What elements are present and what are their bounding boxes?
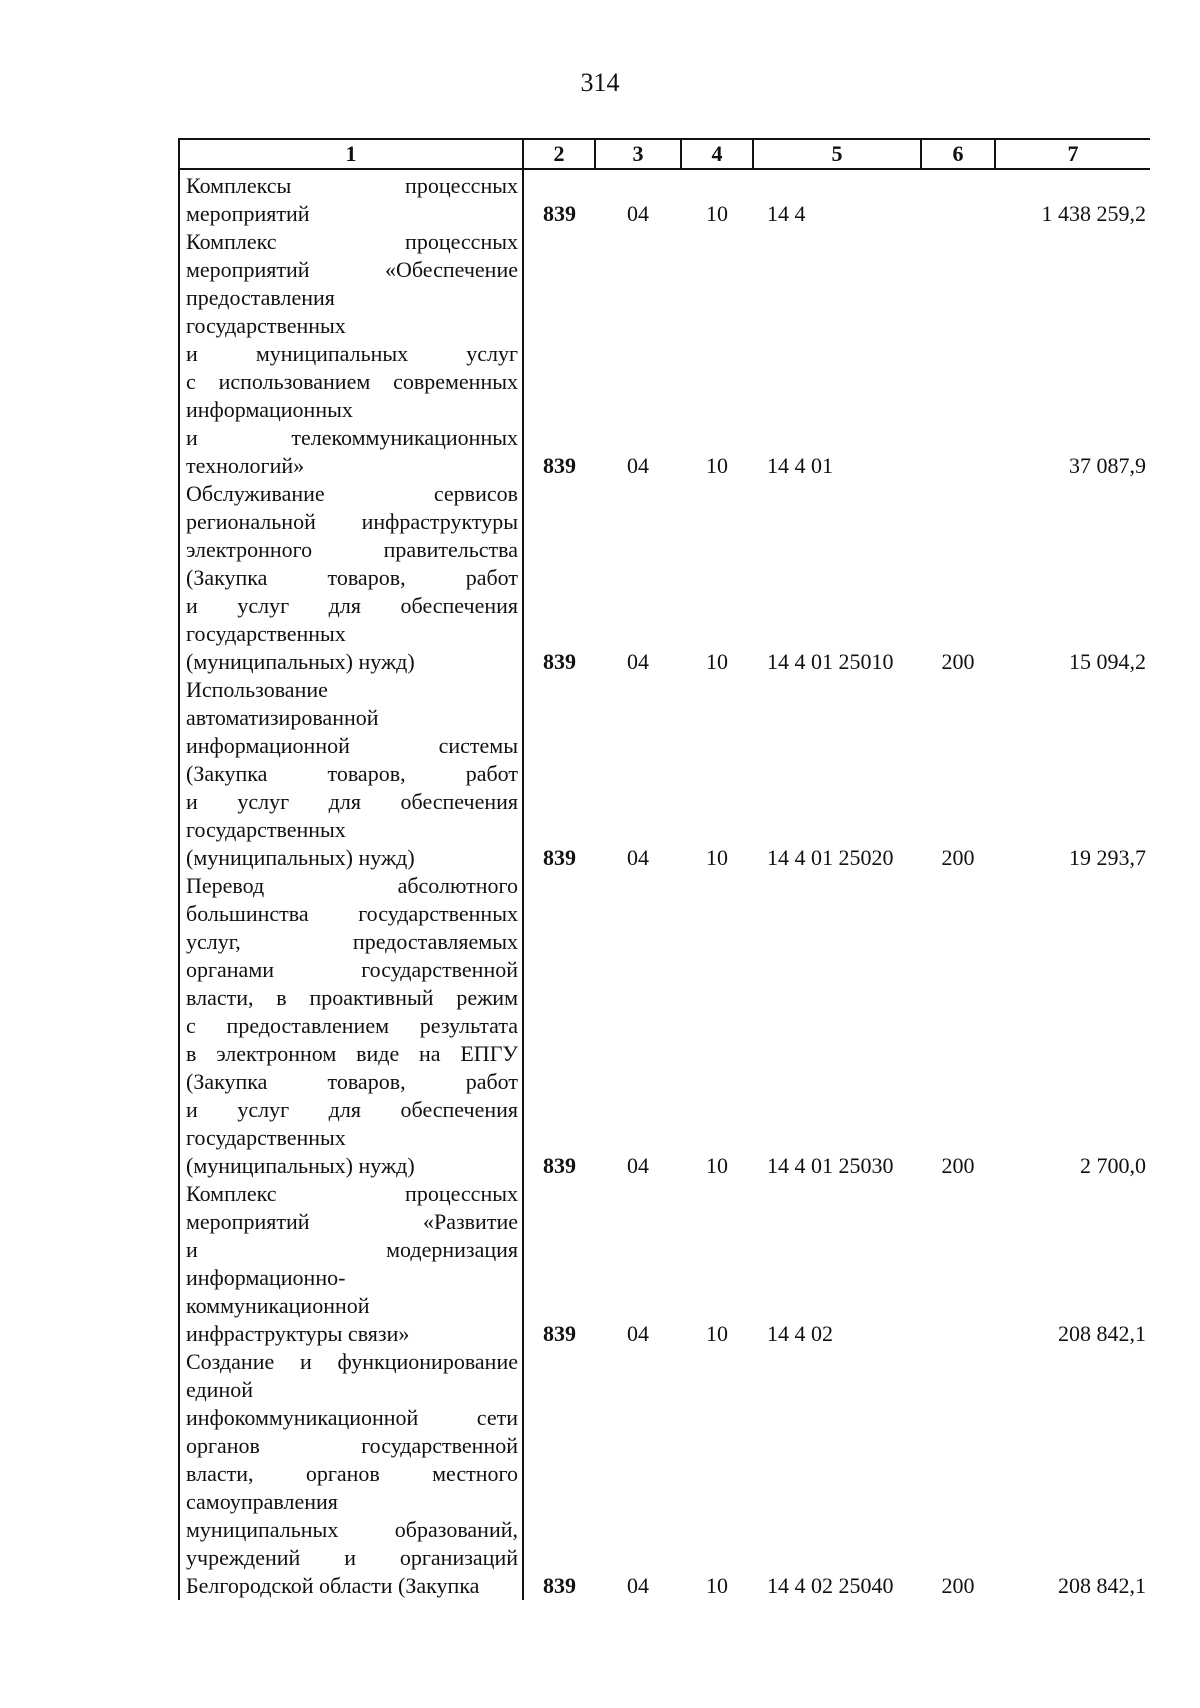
- row-name-line: предоставления: [186, 285, 335, 310]
- row-name-line: Комплекс процессных: [186, 1181, 518, 1206]
- budget-table: [178, 138, 1150, 1600]
- column-header-5: 5: [753, 139, 921, 169]
- row-name-line: инфраструктуры связи»: [186, 1321, 410, 1346]
- expense-type-code-cell: 200: [941, 649, 975, 674]
- row-name-line: и телекоммуникационных: [186, 425, 518, 450]
- row-name-line: Комплекс процессных: [186, 229, 518, 254]
- row-name-line: с предоставлением результата: [186, 1013, 518, 1038]
- grbs-code-cell: 839: [523, 480, 595, 676]
- row-name-cell: [179, 872, 523, 1180]
- row-name-cell: [179, 1348, 523, 1600]
- header-row: [179, 139, 1150, 169]
- table-body: [179, 169, 1150, 1600]
- expense-type-code-cell: [921, 169, 995, 228]
- target-article-code-cell: 14 4 01 25030: [767, 1153, 894, 1178]
- row-name-line: Обслуживание сервисов: [186, 481, 518, 506]
- subsection-code-cell: 10: [706, 201, 728, 226]
- budget-table-container: [178, 138, 1150, 1708]
- amount-cell: 19 293,7: [995, 676, 1150, 872]
- target-article-code-cell: 14 4: [767, 201, 806, 226]
- amount-cell: 1 438 259,2: [995, 169, 1150, 228]
- target-article-code-cell: 14 4 01 25020: [767, 845, 894, 870]
- table-row: [179, 1348, 1150, 1600]
- row-name-line: региональной инфраструктуры: [186, 509, 518, 534]
- subsection-code-cell: 10: [706, 453, 728, 478]
- column-header-4: 4: [681, 139, 753, 169]
- row-name-line: Белгородской области (Закупка: [186, 1573, 480, 1598]
- row-name-line: (муниципальных) нужд): [186, 649, 415, 674]
- column-header-2: 2: [523, 139, 595, 169]
- section-code-cell: 04: [627, 453, 649, 478]
- row-name-line: и услуг для обеспечения: [186, 1097, 518, 1122]
- section-code-cell: 04: [627, 845, 649, 870]
- grbs-code-cell: 839: [523, 1180, 595, 1348]
- expense-type-code-cell: 200: [941, 845, 975, 870]
- row-name-line: технологий»: [186, 453, 305, 478]
- row-name-line: (Закупка товаров, работ: [186, 1069, 518, 1094]
- row-name-line: (Закупка товаров, работ: [186, 565, 518, 590]
- table-row: [179, 872, 1150, 1180]
- grbs-code-cell: 839: [523, 872, 595, 1180]
- row-name-line: органов государственной: [186, 1433, 518, 1458]
- section-code-cell: 04: [627, 1321, 649, 1346]
- target-article-code-cell: 14 4 01 25010: [767, 649, 894, 674]
- column-header-6: 6: [921, 139, 995, 169]
- expense-type-code-cell: 200: [941, 1573, 975, 1598]
- row-name-line: Комплексы процессных: [186, 173, 518, 198]
- row-name-cell: [179, 228, 523, 480]
- amount-cell: 37 087,9: [995, 228, 1150, 480]
- row-name-line: и услуг для обеспечения: [186, 789, 518, 814]
- row-name-cell: [179, 480, 523, 676]
- amount-cell: 15 094,2: [995, 480, 1150, 676]
- subsection-code-cell: 10: [706, 845, 728, 870]
- section-code-cell: 04: [627, 1573, 649, 1598]
- amount-cell: 208 842,1: [995, 1348, 1150, 1600]
- table-row: [179, 1180, 1150, 1348]
- subsection-code-cell: 10: [706, 1321, 728, 1346]
- row-name-line: инфокоммуникационной сети: [186, 1405, 518, 1430]
- row-name-line: государственных: [186, 1125, 346, 1150]
- row-name-line: Перевод абсолютного: [186, 873, 518, 898]
- row-name-line: Создание и функционирование: [186, 1349, 518, 1374]
- table-row: [179, 676, 1150, 872]
- row-name-line: государственных: [186, 621, 346, 646]
- table-row: [179, 480, 1150, 676]
- section-code-cell: 04: [627, 649, 649, 674]
- row-name-line: и муниципальных услуг: [186, 341, 518, 366]
- row-name-cell: [179, 169, 523, 228]
- grbs-code-cell: 839: [523, 228, 595, 480]
- row-name-line: электронного правительства: [186, 537, 518, 562]
- row-name-line: информационной системы: [186, 733, 518, 758]
- grbs-code-cell: 839: [523, 169, 595, 228]
- row-name-line: в электронном виде на ЕПГУ: [186, 1041, 518, 1066]
- row-name-line: учреждений и организаций: [186, 1545, 518, 1570]
- row-name-line: большинства государственных: [186, 901, 518, 926]
- expense-type-code-cell: 200: [941, 1153, 975, 1178]
- row-name-line: власти, органов местного: [186, 1461, 518, 1486]
- subsection-code-cell: 10: [706, 649, 728, 674]
- page-number: 314: [580, 68, 620, 97]
- row-name-line: государственных: [186, 313, 346, 338]
- grbs-code-cell: 839: [523, 1348, 595, 1600]
- row-name-line: услуг, предоставляемых: [186, 929, 518, 954]
- target-article-code-cell: 14 4 02: [767, 1321, 833, 1346]
- row-name-line: власти, в проактивный режим: [186, 985, 518, 1010]
- row-name-line: Использование: [186, 677, 328, 702]
- row-name-line: и модернизация: [186, 1237, 518, 1262]
- subsection-code-cell: 10: [706, 1573, 728, 1598]
- column-header-3: 3: [595, 139, 681, 169]
- expense-type-code-cell: [921, 228, 995, 480]
- section-code-cell: 04: [627, 1153, 649, 1178]
- amount-cell: 208 842,1: [995, 1180, 1150, 1348]
- row-name-line: (муниципальных) нужд): [186, 1153, 415, 1178]
- row-name-line: единой: [186, 1377, 253, 1402]
- row-name-cell: [179, 676, 523, 872]
- row-name-line: органами государственной: [186, 957, 518, 982]
- amount-cell: 2 700,0: [995, 872, 1150, 1180]
- row-name-line: мероприятий «Развитие: [186, 1209, 518, 1234]
- row-name-line: муниципальных образований,: [186, 1517, 518, 1542]
- expense-type-code-cell: [921, 1180, 995, 1348]
- column-header-1: 1: [179, 139, 523, 169]
- row-name-line: коммуникационной: [186, 1293, 370, 1318]
- row-name-line: информационно-: [186, 1265, 346, 1290]
- row-name-line: автоматизированной: [186, 705, 379, 730]
- column-header-7: 7: [995, 139, 1150, 169]
- table-row: [179, 228, 1150, 480]
- row-name-line: государственных: [186, 817, 346, 842]
- row-name-line: (муниципальных) нужд): [186, 845, 415, 870]
- grbs-code-cell: 839: [523, 676, 595, 872]
- row-name-line: самоуправления: [186, 1489, 338, 1514]
- row-name-line: и услуг для обеспечения: [186, 593, 518, 618]
- target-article-code-cell: 14 4 01: [767, 453, 833, 478]
- table-row: [179, 169, 1150, 228]
- row-name-cell: [179, 1180, 523, 1348]
- subsection-code-cell: 10: [706, 1153, 728, 1178]
- row-name-line: (Закупка товаров, работ: [186, 761, 518, 786]
- row-name-line: мероприятий «Обеспечение: [186, 257, 518, 282]
- row-name-line: мероприятий: [186, 201, 310, 226]
- row-name-line: информационных: [186, 397, 353, 422]
- section-code-cell: 04: [627, 201, 649, 226]
- row-name-line: с использованием современных: [186, 369, 518, 394]
- target-article-code-cell: 14 4 02 25040: [767, 1573, 894, 1598]
